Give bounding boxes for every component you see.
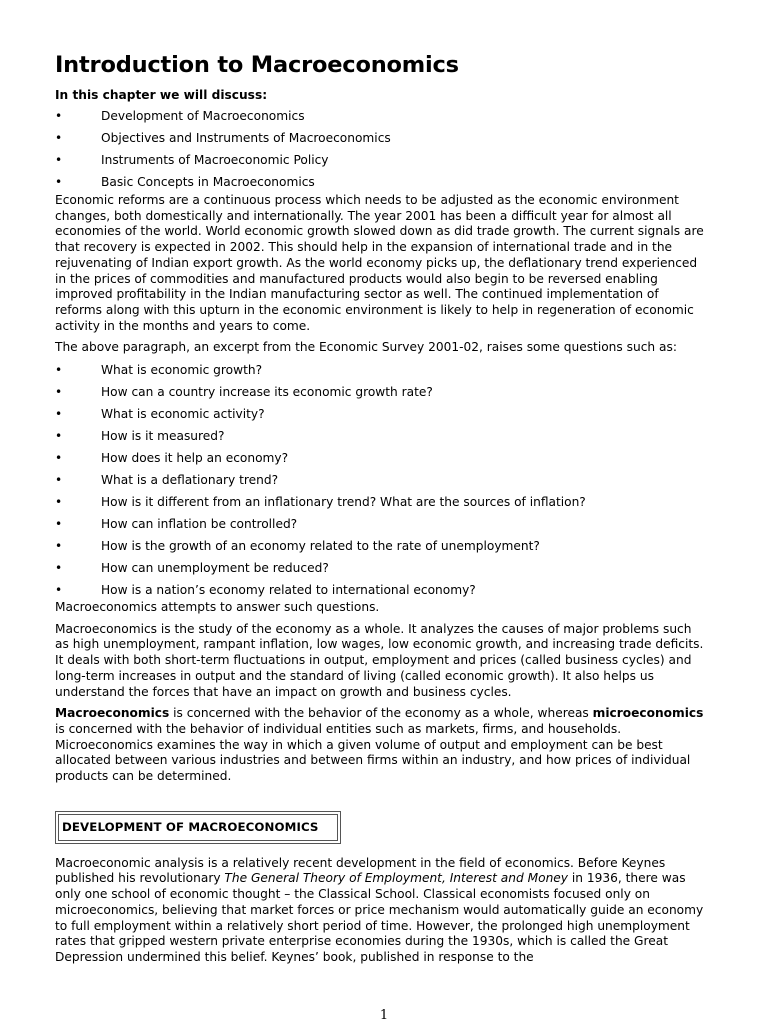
- list-item: • How can a country increase its economic growth rate?: [55, 385, 433, 400]
- bullet-icon: •: [55, 109, 63, 123]
- bullet-icon: •: [55, 473, 63, 488]
- bullet-icon: •: [55, 561, 63, 576]
- list-item: • How is it different from an inflationary trend? What are the sources of inflation?: [55, 495, 586, 510]
- macro-micro-paragraph: Macroeconomics is concerned with the behavior of the economy as a whole, whereas microeconomics is concerned with the behavior of individual entities such as markets, firms, and households. Microeconomics examines the way in which a given volume of output and employment can be best allocated between various industries and between firms within an industry, and how prices of individual products can be determined.: [55, 706, 704, 784]
- questions-intro-paragraph: The above paragraph, an excerpt from the Economic Survey 2001-02, raises some questions such as:: [55, 340, 677, 355]
- book-title: The General Theory of Employment, Interest and Money: [224, 871, 569, 886]
- microeconomics-term: microeconomics: [592, 706, 704, 721]
- bullet-icon: •: [55, 385, 63, 400]
- bullet-icon: •: [55, 429, 63, 444]
- bullet-icon: •: [55, 175, 63, 189]
- list-item: • Objectives and Instruments of Macroeconomics: [55, 131, 391, 145]
- list-item: • Basic Concepts in Macroeconomics: [55, 175, 315, 189]
- page-title: Introduction to Macroeconomics: [55, 52, 459, 78]
- list-item: • How is the growth of an economy related to the rate of unemployment?: [55, 539, 540, 554]
- section-heading: DEVELOPMENT OF MACROECONOMICS: [58, 814, 338, 841]
- bullet-icon: •: [55, 495, 63, 510]
- macro-study-paragraph: Macroeconomics is the study of the economy as a whole. It analyzes the causes of major problems such as high unemployment, rampant inflation, low wages, low economic growth, and increasing trade deficits. It deals with both short-term fluctuations in output, employment and prices (called business cycles) and long-term increases in output and the standard of living (called economic growth). It also helps us understand the forces that have an impact on growth and business cycles.: [55, 621, 704, 699]
- bullet-icon: •: [55, 583, 63, 598]
- list-item: • What is economic activity?: [55, 407, 265, 422]
- list-item: • Development of Macroeconomics: [55, 109, 305, 123]
- document-page: [55, 50, 705, 972]
- list-item: • How does it help an economy?: [55, 451, 289, 466]
- page-number: 1: [379, 1008, 389, 1023]
- excerpt-paragraph: Economic reforms are a continuous process which needs to be adjusted as the economic environment changes, both domestically and internationally. The year 2001 has been a difficult year for almost all economies of the world. World economic growth slowed down as did trade growth. The current signals are that recovery is expected in 2002. This should help in the expansion of international trade and in the rejuvenating of Indian export growth. As the world economy picks up, the deflationary trend experienced in the prices of commodities and manufactured products would also begin to be reversed enabling improved profitability in the Indian manufacturing sector as well. The continued implementation of reforms along with this upturn in the economic environment is likely to help in regeneration of economic activity in the months and years to come.: [55, 193, 704, 333]
- macroeconomics-term: Macroeconomics: [55, 706, 170, 721]
- bullet-icon: •: [55, 517, 63, 532]
- development-paragraph: Macroeconomic analysis is a relatively recent development in the field of economics. Before Keynes published his revolutionary The General Theory of Employment, Interest and Money in 1936, there was only one school of economic thought – the Classical School. Classical economists focused only on microeconomics, believing that market forces or price mechanism would automatically guide an economy to full employment within a relatively short period of time. However, the prolonged high unemployment rates that gripped western private enterprise economies during the 1930s, which is called the Great Depression undermined this belief. Keynes’ book, published in response to the: [55, 855, 704, 964]
- list-item: • How is a nation’s economy related to international economy?: [55, 583, 476, 598]
- list-item: • Instruments of Macroeconomic Policy: [55, 153, 329, 167]
- list-item: • What is economic growth?: [55, 363, 263, 378]
- bullet-icon: •: [55, 539, 63, 554]
- attempts-paragraph: Macroeconomics attempts to answer such questions.: [55, 600, 380, 615]
- list-item: • How can inflation be controlled?: [55, 517, 298, 532]
- bullet-icon: •: [55, 451, 63, 466]
- section-heading-box: [55, 811, 341, 844]
- bullet-icon: •: [55, 131, 63, 145]
- list-item: • How is it measured?: [55, 429, 225, 444]
- questions-list: [55, 362, 705, 598]
- bullet-icon: •: [55, 363, 63, 378]
- list-item: • How can unemployment be reduced?: [55, 561, 329, 576]
- chapter-topics-list: [55, 108, 705, 190]
- bullet-icon: •: [55, 407, 63, 422]
- bullet-icon: •: [55, 153, 63, 167]
- list-item: • What is a deflationary trend?: [55, 473, 279, 488]
- chapter-intro-heading: In this chapter we will discuss:: [55, 88, 268, 102]
